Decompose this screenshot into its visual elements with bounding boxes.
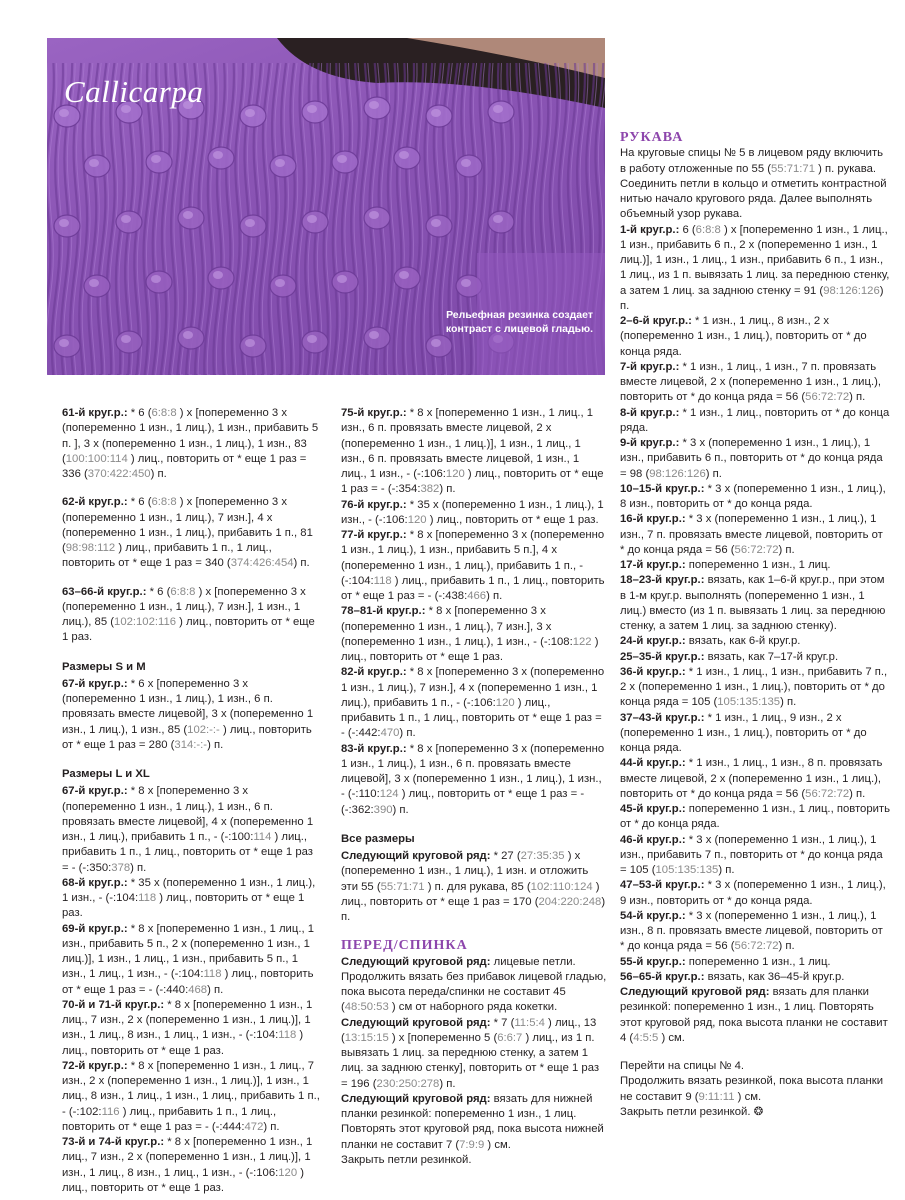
bobble-highlight (89, 279, 99, 287)
instruction-text: ) х [попеременно 3 х (попеременно 1 изн., 1 лиц.), 7 изн.], 1 изн., 1 лиц.), 85 ( (62, 585, 306, 628)
instruction-text: ) лиц., повторить от * еще 1 раз. (341, 635, 599, 663)
instruction-paragraph (341, 849, 607, 925)
size-values: 98:126:126 (649, 467, 706, 480)
instruction-text: ) п. (263, 1120, 280, 1133)
row-label: 36-й круг.р.: (620, 665, 686, 678)
bobble-highlight (369, 211, 379, 219)
row-label: 7-й круг.р.: (620, 360, 680, 373)
instruction-paragraph (62, 998, 320, 1059)
bobble-highlight (399, 151, 409, 159)
instruction-text: * 1 изн., 1 лиц., повторить от * до конца ряда. (620, 406, 890, 434)
instruction-paragraph (341, 498, 607, 529)
instruction-paragraph (62, 495, 320, 571)
size-values: 105:135:135 (655, 864, 719, 876)
instruction-text: вязать, как 1–6-й круг.р., при этом в 1-м круг.р. выполнять (попеременно 1 изн., 1 лиц.) вместо (из 1 п. вывязать 1 лиц. за переднюю стенку, а затем 1 лиц. за заднюю стенку). (620, 574, 886, 632)
instruction-paragraph (620, 1059, 890, 1074)
instruction-text: * 8 х [попеременно 3 х (попеременно 1 изн., 1 лиц.), 7 изн.], 4 х (попеременно 1 изн., 1 лиц.), прибавить 1 п., - (-:106: (341, 666, 605, 709)
instruction-text: * 8 х [попеременно 1 изн., 1 лиц., 7 изн., 2 х (попеременно 1 изн., 1 лиц.)], 1 изн., 1 лиц., 8 изн., 1 лиц., 1 изн., - (-:106: (62, 1136, 313, 1179)
instruction-text: 6 ( (679, 223, 696, 236)
size-values: 56:72:72 (805, 391, 850, 404)
size-values: 6:6:7 (497, 1031, 523, 1044)
instruction-text: * 3 х (попеременно 1 изн., 1 лиц.), 1 изн., 7 п. провязать вместе лицевой, повторить от * до конца ряда = 56 ( (620, 513, 883, 556)
bobble-highlight (213, 271, 223, 279)
instruction-text: ) лиц., повторить от * еще 1 раз. (62, 616, 315, 644)
size-values: 98:98:112 (65, 542, 116, 554)
row-label: Следующий круговой ряд: (341, 955, 491, 968)
instruction-text: ) п. (705, 467, 722, 480)
instruction-text: ) лиц., повторить от * еще 1 раз = - (-:440: (62, 968, 314, 996)
instruction-text: * 6 ( (146, 585, 171, 598)
instruction-paragraph (620, 802, 890, 833)
size-values: 374:426:454 (230, 557, 294, 570)
instruction-text: * 3 х (попеременно 1 изн., 1 лиц.), 9 изн., повторить от * до конца ряда. (620, 879, 886, 907)
bobble-highlight (307, 335, 317, 343)
size-heading: Размеры S и M (62, 660, 146, 673)
instruction-paragraph (620, 634, 890, 649)
instruction-text: ) лиц., повторить от * еще 1 раз. (62, 892, 305, 920)
row-label: 16-й круг.р.: (620, 513, 686, 526)
size-values: 382 (420, 483, 440, 496)
instruction-paragraph (341, 1016, 607, 1092)
instruction-text: * 35 х (попеременно 1 изн., 1 лиц.), 1 изн., - (-:106: (341, 498, 604, 526)
instruction-text: ) п. (439, 1077, 456, 1090)
instruction-text: ) лиц., повторить от * еще 1 раз = - (-:354: (341, 468, 604, 496)
instruction-text: ) х [попеременно 3 х (попеременно 1 изн., 1 лиц.), 7 изн.], 4 х (попеременно 1 изн., 1 лиц.), прибавить 1 п., 81 ( (62, 496, 313, 554)
instruction-paragraph (62, 1059, 320, 1135)
bobble-highlight (59, 109, 69, 117)
section-heading: ПЕРЕД/СПИНКА (341, 938, 468, 954)
instruction-paragraph (620, 482, 890, 513)
size-values: 56:72:72 (734, 940, 779, 953)
row-label: 47–53-й круг.р.: (620, 879, 705, 892)
instruction-text: ) п. рукава. (814, 162, 876, 175)
instruction-text: * 8 х [попеременно 3 х (попеременно 1 изн., 1 лиц.), 7 изн.], 3 х (попеременно 1 изн., 1 лиц.), 1 изн., - (-:108: (341, 605, 573, 648)
bobble-highlight (151, 155, 161, 163)
row-label: 44-й круг.р.: (620, 757, 686, 770)
size-values: 9:11:11 (698, 1090, 735, 1103)
size-values: 116 (101, 1105, 120, 1118)
instruction-text: ) п. для рукава, 85 ( (424, 880, 531, 893)
row-label: 55-й круг.р.: (620, 955, 686, 968)
row-label: 9-й круг.р.: (620, 437, 680, 449)
instruction-paragraph (341, 1092, 607, 1123)
bobble-highlight (431, 339, 441, 347)
bobble-highlight (121, 215, 131, 223)
bobble-highlight (337, 155, 347, 163)
bobble-highlight (493, 215, 503, 223)
size-values: 468 (188, 983, 208, 996)
instruction-text: * 27 ( (490, 850, 521, 862)
instruction-text: * 1 изн., 1 лиц., 1 изн., 7 п. провязать вместе лицевой, 2 х (попеременно 1 изн., 1 лиц.), повторить от * до конца ряда = 56 ( (620, 360, 881, 404)
size-values: 470 (380, 727, 400, 740)
instruction-text: ) п. (293, 557, 310, 570)
instruction-text: ) х [попеременно 1 изн., 1 лиц., 1 изн., прибавить 6 п., 2 х (попеременно 1 изн., 1 лиц.)], 1 изн., 1 лиц., 1 изн., прибавить 6 п., 1 изн., 1 лиц., из 1 п. вывязать 1 лиц. за переднюю стенку, а затем 1 лиц. за заднюю стенку = 91 ( (620, 223, 890, 297)
size-values: 56:72:72 (734, 543, 779, 556)
bobble-highlight (89, 159, 99, 167)
size-values: 378 (111, 861, 131, 874)
size-values: 6:8:8 (151, 407, 177, 419)
instruction-paragraph (620, 406, 890, 437)
size-values: 48:50:53 (344, 1001, 389, 1014)
instruction-text: Повторять этот круговой ряд, пока высота нижней планки не составит 7 ( (341, 1123, 604, 1151)
bobble-highlight (59, 339, 69, 347)
instruction-text: попеременно 1 изн., 1 лиц. (685, 559, 831, 571)
bobble-highlight (275, 159, 285, 167)
row-label: 8-й круг.р.: (620, 406, 680, 419)
row-label: 82-й круг.р.: (341, 666, 407, 679)
size-values: 55:71:71 (380, 880, 425, 893)
instruction-text: ) лиц., повторить от * еще 1 раз. (426, 513, 599, 526)
instruction-paragraph (62, 677, 320, 753)
instruction-paragraph (620, 177, 890, 223)
instruction-text: * 8 х [попеременно 1 изн., 1 лиц., 7 изн., 2 х (попеременно 1 изн., 1 лиц.)], 1 изн., 1 лиц., 8 изн., 1 лиц., 1 изн., 1 лиц., прибавить 1 п., - (-:102: (62, 1059, 320, 1118)
instruction-paragraph (62, 1135, 320, 1196)
size-values: 100:100:114 (65, 452, 128, 465)
instruction-text: ) х (попеременно 1 изн., 1 лиц.), 1 изн. и отложить эти 55 ( (341, 850, 589, 893)
row-label: 68-й круг.р.: (62, 876, 128, 889)
instruction-paragraph (620, 573, 890, 634)
instruction-text: * 1 изн., 1 лиц., 9 изн., 2 х (попеременно 1 изн., 1 лиц.), повторить от * до конца ряда. (620, 711, 867, 754)
bobble-highlight (307, 105, 317, 113)
instruction-text: попеременно 1 изн., 1 лиц. (685, 955, 831, 968)
instruction-paragraph (341, 665, 607, 741)
instruction-text: ) п. (150, 468, 167, 480)
row-label: 78–81-й круг.р.: (341, 605, 426, 618)
instruction-text: ) лиц., 13 ( (341, 1016, 597, 1044)
size-values: 118 (203, 968, 222, 981)
row-label: 2–6-й круг.р.: (620, 315, 692, 327)
row-label: 73-й и 74-й круг.р.: (62, 1136, 165, 1148)
instruction-text: ) п. (341, 895, 606, 923)
instruction-text: * 8 х [попеременно 1 изн., 1 лиц., 1 изн., прибавить 5 п., 2 х (попеременно 1 изн., 1 лиц.)], 1 изн., 1 лиц., 1 изн., прибавить 5 п., 1 изн., 1 лиц., 1 изн., - (-:104: (62, 922, 315, 981)
text-column-left (62, 406, 320, 1196)
bobble-highlight (245, 339, 255, 347)
instruction-text: Продолжить вязать резинкой, пока высота планки не составит 9 ( (620, 1075, 884, 1103)
instruction-paragraph (620, 360, 890, 406)
instruction-paragraph (62, 876, 320, 922)
instruction-paragraph (620, 650, 890, 665)
row-label: 24-й круг.р.: (620, 635, 686, 648)
instruction-paragraph (620, 436, 890, 482)
instruction-text: ) п. (399, 727, 416, 740)
row-label: 76-й круг.р.: (341, 498, 407, 511)
row-label: 67-й круг.р.: (62, 677, 128, 690)
size-values: 370:422:450 (87, 468, 151, 480)
instruction-text: ) п. (718, 864, 735, 876)
bobble-highlight (183, 211, 193, 219)
instruction-text: * 8 х [попеременно 1 изн., 1 лиц., 7 изн., 2 х (попеременно 1 изн., 1 лиц.)], 1 изн., 1 лиц., 8 изн., 1 лиц., 1 изн., - (-:104: (62, 998, 313, 1042)
size-heading: Все размеры (341, 832, 415, 845)
instruction-text: попеременно 1 изн., 1 лиц., повторить от * до конца ряда. (620, 803, 890, 831)
instruction-paragraph (620, 146, 890, 177)
size-values: 390 (373, 803, 393, 816)
instruction-paragraph (341, 604, 607, 665)
bobble-highlight (493, 105, 503, 113)
bobble-highlight (431, 109, 441, 117)
instruction-paragraph (620, 833, 890, 879)
instruction-text: ) лиц., повторить от * еще 1 раз = - (-:362: (341, 788, 585, 816)
size-values: 7:9:9 (459, 1138, 485, 1151)
size-values: 98:126:126 (823, 284, 880, 297)
section-heading: РУКАВА (620, 130, 684, 145)
instruction-text: * 7 ( (490, 1016, 515, 1029)
size-values: 6:8:8 (170, 585, 196, 598)
bobble-highlight (245, 109, 255, 117)
row-label: 45-й круг.р.: (620, 803, 686, 815)
size-values: 122 (572, 635, 592, 648)
instruction-paragraph (341, 1122, 607, 1153)
row-label: 70-й и 71-й круг.р.: (62, 998, 165, 1011)
instruction-paragraph (620, 955, 890, 970)
instruction-text: * 6 ( (127, 496, 152, 509)
instruction-text: ) лиц., повторить от * еще 1 раз. (62, 1029, 304, 1057)
size-values: 6:8:8 (695, 223, 721, 236)
bobble-highlight (275, 279, 285, 287)
instruction-text: * 3 х (попеременно 1 изн., 1 лиц.), 8 изн., повторить от * до конца ряда. (620, 482, 886, 510)
instruction-text: ) лиц., прибавить 1 п., 1 лиц., повторить от * еще 1 раз = - (-:438: (341, 574, 605, 602)
row-label: 83-й круг.р.: (341, 742, 407, 755)
size-values: 55:71:71 (771, 162, 815, 175)
instruction-text: ) п. (620, 284, 884, 312)
size-values: 11:5:4 (514, 1016, 545, 1029)
instruction-text: ) п. (849, 391, 866, 404)
row-label: 46-й круг.р.: (620, 833, 686, 846)
row-label: 17-й круг.р.: (620, 559, 686, 571)
instruction-text: ) см. (734, 1090, 762, 1103)
instruction-text: ) см от наборного ряда кокетки. (388, 1001, 558, 1014)
instruction-text: * 8 х [попеременно 3 х (попеременно 1 изн., 1 лиц.), 1 изн., 6 п. провязать вместе лицевой], 4 х (попеременно 1 изн., 1 лиц.), прибавить 1 п., - (-:100: (62, 785, 314, 843)
instruction-paragraph (341, 528, 607, 604)
instruction-text: * 6 ( (127, 407, 152, 419)
instruction-text: ) лиц., прибавить 1 п., 1 лиц., повторить от * еще 1 раз = - (-:350: (62, 831, 313, 874)
instruction-text: Соединить петли в кольцо и отметить контрастной нитью начало кругового ряда. Далее выполнять объемный узор рукава. (620, 177, 887, 221)
instruction-text: * 1 изн., 1 лиц., 1 изн., прибавить 7 п., 2 х (попеременно 1 изн., 1 лиц.), повторить от * до конца ряда = 105 ( (620, 665, 888, 709)
size-values: 466 (467, 590, 487, 602)
size-values: 118 (373, 574, 392, 587)
instruction-text: * 1 изн., 1 лиц., 1 изн., 8 п. провязать вместе лицевой, 2 х (попеременно 1 изн., 1 лиц.), повторить от * до конца ряда = 56 ( (620, 757, 883, 800)
instruction-text: ) п. (780, 696, 797, 709)
size-values: 124 (379, 788, 399, 801)
size-heading: Размеры L и XL (62, 768, 150, 780)
row-label: 61-й круг.р.: (62, 407, 128, 419)
row-label: 77-й круг.р.: (341, 529, 407, 541)
photo-caption: Рельефная резинка создает контраст с лицевой гладью. (445, 309, 593, 335)
instruction-text: Перейти на спицы № 4. (620, 1060, 745, 1072)
instruction-text: ) п. (439, 483, 456, 496)
size-values: 102:110:124 (530, 880, 593, 893)
instruction-text: вязать для нижней планки резинкой: попеременно 1 изн., 1 лиц. (341, 1092, 593, 1120)
instruction-text: * 8 х [попеременно 1 изн., 1 лиц., 1 изн., 6 п. провязать вместе лицевой, 2 х (попеременно 1 изн., 1 лиц.)], 1 изн., 1 лиц., 1 изн., 6 п. провязать вместе лицевой, 1 изн., 1 лиц., 1 изн., - (-:106: (341, 407, 594, 480)
bobble-highlight (337, 275, 347, 283)
instruction-paragraph (341, 406, 607, 498)
instruction-paragraph (620, 1105, 890, 1120)
instruction-text: * 3 х (попеременно 1 изн., 1 лиц.), 1 изн., 8 п. провязать вместе лицевой, повторить от * до конца ряда = 56 ( (620, 909, 883, 953)
instruction-text: ) х [попеременно 5 ( (388, 1031, 498, 1044)
instruction-text: ) п. (130, 861, 147, 874)
bobble-highlight (369, 101, 379, 109)
size-values: 472 (244, 1120, 264, 1133)
bobble-highlight (213, 151, 223, 159)
size-values: 230:250:278 (376, 1077, 440, 1090)
instruction-paragraph (620, 223, 890, 315)
row-label: Следующий круговой ряд: (341, 850, 491, 862)
instruction-text: вязать, как 7–17-й круг.р. (704, 650, 839, 663)
size-values: 120 (495, 696, 515, 709)
instruction-paragraph (620, 512, 890, 558)
instruction-text: ) лиц., повторить от * еще 1 раз. (62, 1166, 305, 1194)
instruction-text: ) п. (207, 983, 224, 996)
row-label: Следующий круговой ряд: (341, 1016, 491, 1029)
size-values: 120 (407, 513, 427, 526)
row-label: 25–35-й круг.р.: (620, 650, 705, 663)
size-values: 6:8:8 (151, 496, 177, 509)
instruction-paragraph (620, 711, 890, 757)
instruction-text: * 35 х (попеременно 1 изн., 1 лиц.), 1 изн., - (-:104: (62, 876, 316, 904)
size-values: 27:35:35 (520, 850, 565, 862)
instruction-text: ) п. (392, 803, 409, 816)
size-values: 4:5:5 (633, 1031, 659, 1044)
instruction-text: ) х [попеременно 3 х (попеременно 1 изн., 1 лиц.), 1 изн., прибавить 5 п. ], 3 х (попеременно 1 изн., 1 лиц.), 1 изн., 83 ( (62, 407, 319, 465)
instruction-paragraph (620, 985, 890, 1046)
instruction-text: вязать, как 36–45-й круг.р. (704, 970, 845, 983)
size-values: 204:220:248 (538, 895, 602, 908)
row-label: 54-й круг.р.: (620, 909, 686, 922)
instruction-paragraph (62, 922, 320, 998)
instruction-paragraph (620, 665, 890, 711)
instruction-text: вязать для планки резинкой: попеременно 1 изн., 1 лиц. Повторять этот круговой ряд, пока высота планки не составит 4 ( (620, 986, 888, 1044)
row-label: Следующий круговой ряд: (341, 1092, 491, 1105)
instruction-text: ) лиц., прибавить 1 п., 1 лиц., повторить от * еще 1 раз = 340 ( (62, 542, 272, 570)
instruction-paragraph (620, 970, 890, 985)
instruction-text: Закрыть петли резинкой. (341, 1153, 472, 1166)
bobble-highlight (59, 219, 69, 227)
row-label: 37–43-й круг.р.: (620, 711, 705, 724)
size-values: 114 (253, 831, 272, 843)
text-column-middle (341, 406, 607, 1168)
instruction-text: ) лиц., из 1 п. вывязать 1 лиц. за переднюю стенку, а затем 1 лиц. за заднюю стенку], повторить от * еще 1 раз = 196 ( (341, 1031, 600, 1090)
instruction-paragraph (620, 1074, 890, 1105)
row-label: 63–66-й круг.р.: (62, 585, 147, 598)
header-photo (47, 38, 605, 375)
size-values: 118 (138, 892, 157, 904)
row-label: 18–23-й круг.р.: (620, 574, 705, 587)
bobble-highlight (461, 279, 471, 287)
bobble-highlight (183, 331, 193, 339)
instruction-paragraph (341, 955, 607, 1016)
bobble-highlight (461, 159, 471, 167)
instruction-text: Закрыть петли резинкой. ❂ (620, 1105, 764, 1118)
instruction-paragraph (341, 1153, 607, 1168)
instruction-text: ) лиц., прибавить 1 п., 1 лиц., повторить от * еще 1 раз = - (-:442: (341, 696, 602, 740)
instruction-paragraph (620, 558, 890, 573)
instruction-text: ) лиц., повторить от * еще 1 раз = 170 ( (341, 880, 600, 908)
instruction-text: На круговые спицы № 5 в лицевом ряду включить в работу отложенные по 55 ( (620, 147, 884, 175)
instruction-text: ) п. (778, 543, 795, 556)
instruction-text: * 8 х [попеременно 3 х (попеременно 1 изн., 1 лиц.), 1 изн., прибавить 5 п.], 4 х (попеременно 1 изн., 1 лиц.), прибавить 1 п., - (-:104: (341, 529, 605, 587)
instruction-text: лицевые петли. Продолжить вязать без прибавок лицевой гладью, пока высота переда/спинки не составит 45 ( (341, 955, 607, 1014)
bobble-highlight (369, 331, 379, 339)
bobble-highlight (151, 275, 161, 283)
instruction-text: * 3 х (попеременно 1 изн., 1 лиц.), 1 изн., прибавить 7 п., повторить от * до конца ряда = 105 ( (620, 833, 883, 876)
row-label: 62-й круг.р.: (62, 496, 128, 509)
size-values: 314:-:- (174, 738, 208, 751)
size-values: 13:15:15 (344, 1031, 389, 1044)
instruction-paragraph (620, 878, 890, 909)
instruction-text: ) п. (486, 590, 503, 602)
instruction-paragraph (62, 406, 320, 482)
instruction-text: ) см. (484, 1138, 511, 1151)
row-label: 10–15-й круг.р.: (620, 482, 705, 495)
row-label: Следующий круговой ряд: (620, 986, 770, 998)
row-label: 56–65-й круг.р.: (620, 970, 705, 983)
row-label: 69-й круг.р.: (62, 922, 128, 935)
instruction-paragraph (620, 756, 890, 802)
row-label: 67-й круг.р.: (62, 785, 128, 798)
instruction-text: ) лиц., повторить от * еще 1 раз = 280 ( (62, 723, 312, 751)
instruction-text: ) п. (778, 940, 795, 953)
instruction-text: ) лиц., прибавить 1 п., 1 лиц., повторить от * еще 1 раз = - (-:444: (62, 1105, 277, 1133)
instruction-paragraph (620, 909, 890, 955)
instruction-paragraph (620, 314, 890, 360)
row-label: 1-й круг.р.: (620, 223, 680, 236)
row-label: 72-й круг.р.: (62, 1059, 128, 1072)
size-values: 120 (445, 468, 465, 480)
instruction-text: * 1 изн., 1 лиц., 8 изн., 2 х (попеременно 1 изн., 1 лиц.), повторить от * до конца ряда. (620, 315, 867, 358)
size-values: 105:135:135 (717, 696, 781, 709)
instruction-text: * 3 х (попеременно 1 изн., 1 лиц.), 1 изн., прибавить 6 п., повторить от * до конца ряда = 98 ( (620, 437, 883, 480)
instruction-text: * 8 х [попеременно 3 х (попеременно 1 изн., 1 лиц.), 1 изн., 6 п. провязать вместе лицевой], 3 х (попеременно 1 изн., 1 лиц.), 1 изн., - (-:110: (341, 742, 605, 801)
bobble-highlight (307, 215, 317, 223)
text-column-right (620, 130, 890, 1120)
bobble-highlight (121, 335, 131, 343)
size-values: 102:-:- (187, 723, 220, 736)
bobble-highlight (431, 219, 441, 227)
instruction-text: ) см. (658, 1031, 685, 1044)
size-values: 56:72:72 (805, 787, 850, 800)
instruction-paragraph (62, 585, 320, 646)
size-values: 102:102:116 (114, 616, 177, 628)
instruction-text: ) лиц., повторить от * еще 1 раз = 336 ( (62, 452, 307, 480)
instruction-paragraph (62, 784, 320, 876)
instruction-text: ) п. (207, 738, 224, 751)
instruction-text: вязать, как 6-й круг.р. (685, 635, 801, 648)
size-values: 120 (278, 1166, 298, 1179)
instruction-paragraph (341, 742, 607, 818)
brand-title: Callicarpa (64, 74, 204, 109)
size-values: 118 (278, 1029, 297, 1042)
instruction-text: ) п. (849, 787, 866, 800)
bobble-highlight (245, 219, 255, 227)
bobble-highlight (399, 271, 409, 279)
instruction-text: * 6 х [попеременно 3 х (попеременно 1 изн., 1 лиц.), 1 изн., 6 п. провязать вместе лицевой], 3 х (попеременно 1 изн., 1 лиц.), 1 изн., 85 ( (62, 677, 314, 736)
row-label: 75-й круг.р.: (341, 407, 407, 419)
